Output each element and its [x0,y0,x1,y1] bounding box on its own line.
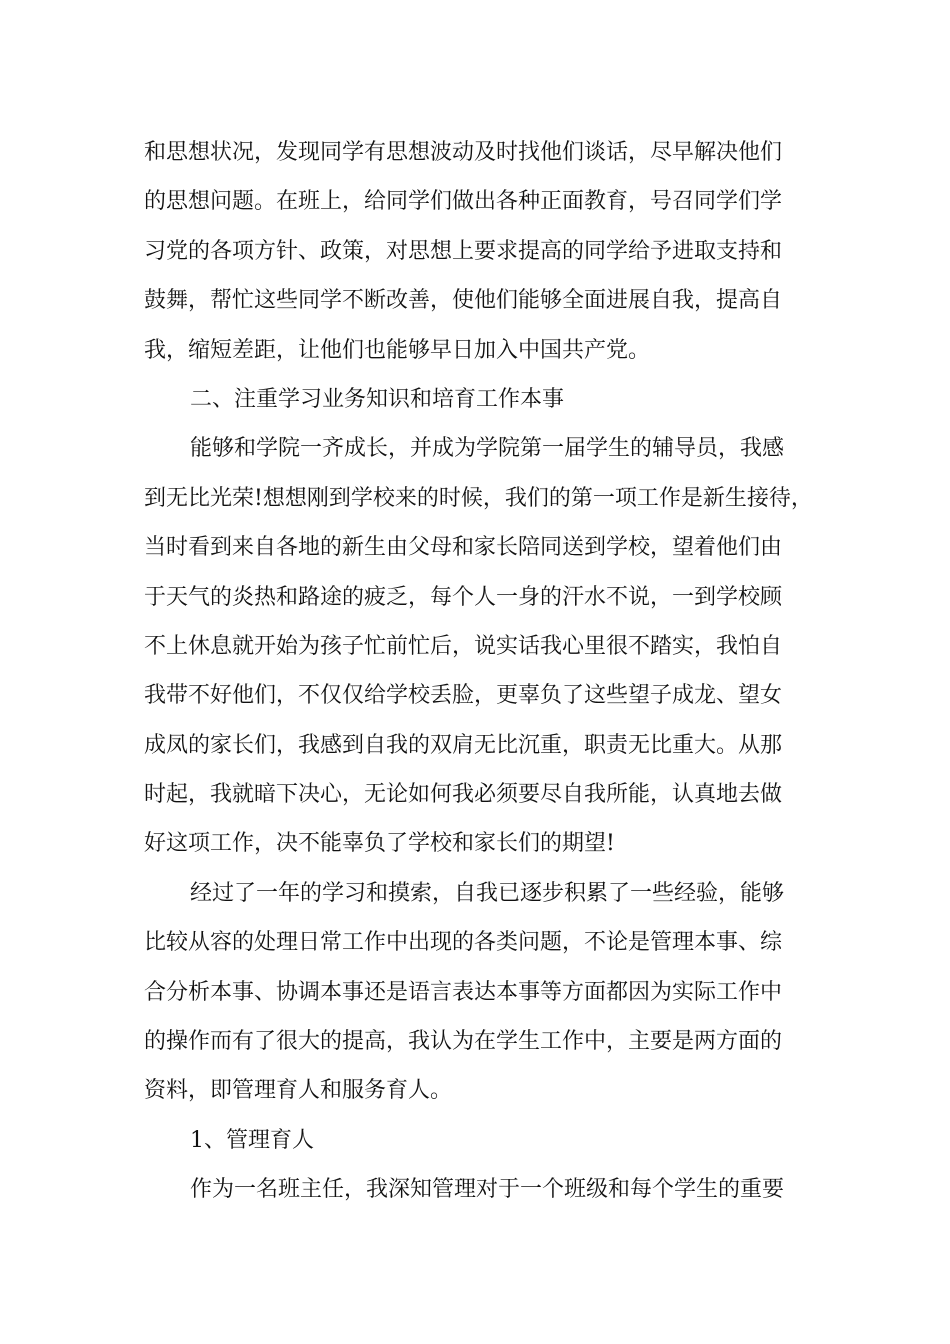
paragraph-line: 好这项工作，决不能辜负了学校和家长们的期望! [144,831,615,857]
paragraph-line: 于天气的炎热和路途的疲乏，每个人一身的汗水不说，一到学校顾 [144,584,783,610]
paragraph-line: 时起，我就暗下决心，无论如何我必须要尽自我所能，认真地去做 [144,782,783,808]
paragraph-line: 和思想状况，发现同学有思想波动及时找他们谈话，尽早解决他们 [144,140,783,165]
paragraph-line: 作为一名班主任，我深知管理对于一个班级和每个学生的重要 [190,1177,785,1203]
paragraph-line: 我带不好他们，不仅仅给学校丢脸，更辜负了这些望子成龙、望女 [144,683,783,709]
paragraph-line: 习党的各项方针、政策，对思想上要求提高的同学给予进取支持和 [144,238,783,264]
paragraph-line: 能够和学院一齐成长，并成为学院第一届学生的辅导员，我感 [190,436,785,462]
paragraph-line: 当时看到来自各地的新生由父母和家长陪同送到学校，望着他们由 [144,535,783,561]
paragraph-line: 合分析本事、协调本事还是语言表达本事等方面都因为实际工作中 [144,979,783,1005]
subsection-heading: 1、管理育人 [190,1127,314,1153]
paragraph-line: 成凤的家长们，我感到自我的双肩无比沉重，职责无比重大。从那 [144,732,783,758]
paragraph-line: 不上休息就开始为孩子忙前忙后，说实话我心里很不踏实，我怕自 [144,633,783,659]
section-heading: 二、注重学习业务知识和培育工作本事 [190,386,565,412]
paragraph-line: 的思想问题。在班上，给同学们做出各种正面教育，号召同学们学 [144,189,783,215]
document-body [144,128,824,1215]
paragraph-line: 的操作而有了很大的提高，我认为在学生工作中，主要是两方面的 [144,1029,783,1055]
paragraph-line: 比较从容的处理日常工作中出现的各类问题，不论是管理本事、综 [144,930,783,956]
paragraph-line: 资料，即管理育人和服务育人。 [144,1078,453,1104]
paragraph-line: 鼓舞，帮忙这些同学不断改善，使他们能够全面进展自我，提高自 [144,288,783,314]
paragraph-line: 到无比光荣!想想刚到学校来的时候，我们的第一项工作是新生接待， [144,485,813,511]
paragraph-line: 经过了一年的学习和摸索，自我已逐步积累了一些经验，能够 [190,880,785,906]
paragraph-line: 我，缩短差距，让他们也能够早日加入中国共产党。 [144,337,651,363]
